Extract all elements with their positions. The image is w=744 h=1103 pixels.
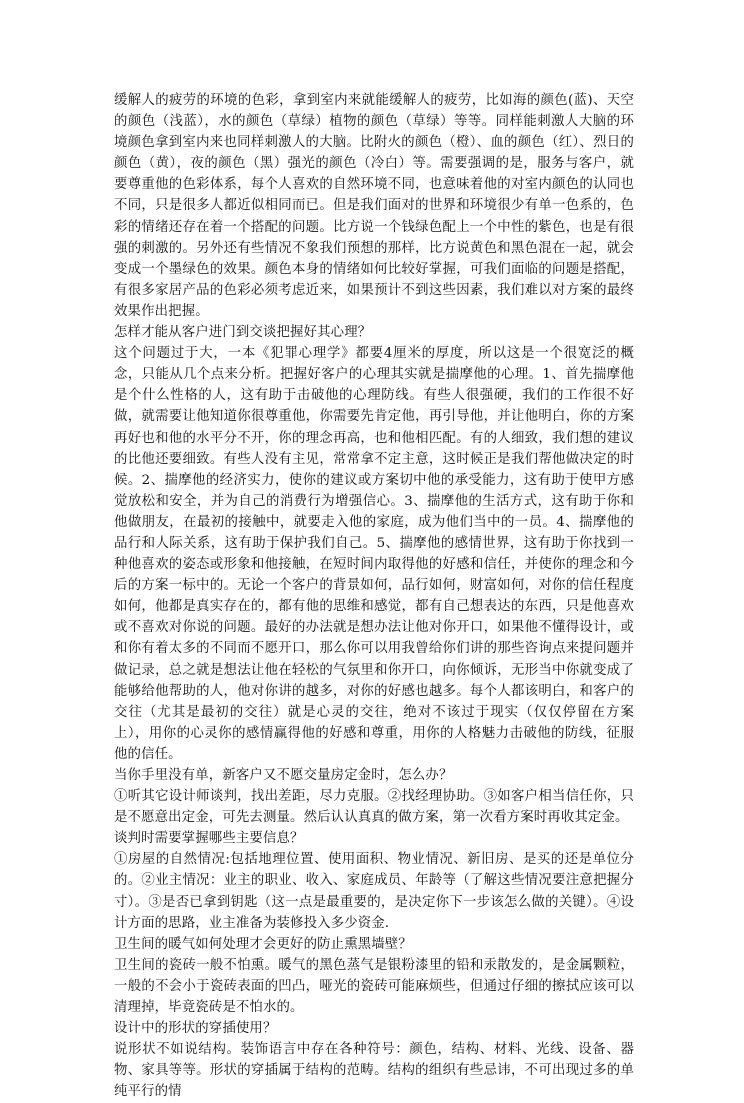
question-heading-no-deposit: 当你手里没有单，新客户又不愿交量房定金时，怎么办？	[114, 768, 453, 783]
customer-psychology-paragraph: 这个问题过于大，一本《犯罪心理学》都要4厘米的厚度，所以这是一个很宽泛的概念，只能从几个点来分析。把握好客户的心理其实就是揣摩他的心理。1、首先揣摩他是个什么性格的人，这有助于击破他的心理防线。有些人很强硬，我们的工作很不好做，就需要让他知道你很尊重他，你需要先肯定他，再引导他，并让他明白，你的方案再好也和他的水平分不开，你的理念再高，也和他相匹配。有的人细致，我们想的建议的比他还要细致。有些人没有主见，常常拿不定主意，这时候正是我们帮他做决定的时候。2、揣摩他的经济实力，使你的建议或方案切中他的承受能力，这有助于使甲方感觉放松和安全，并为自己的消费行为增强信心。3、揣摩他的生活方式，这有助于你和他做朋友，在最初的接触中，就要走入他的家庭，成为他们当中的一员。4、揣摩他的品行和人际关系，这有助于保护我们自己。5、揣摩他的感情世界，这有助于你找到一种他喜欢的姿态或形象和他接触，在短时间内取得他的好感和信任，并使你的理念和今后的方案一标中的。无论一个客户的背景如何，品行如何，财富如何，对你的信任程度如何，他都是真实存在的，都有他的思维和感觉，都有自己想表达的东西，只是他喜欢或不喜欢对你说的问题。最好的办法就是想办法让他对你开口，如果他不懂得设计，或和你有着太多的不同而不愿开口，那么你可以用我曾给你们讲的那些咨询点来提问题并做记录，总之就是想法让他在轻松的气氛里和你开口，向你倾诉，无形当中你就变成了能够给他帮助的人，他对你讲的越多，对你的好感也越多。每个人都该明白，和客户的交往（尤其是最初的交往）就是心灵的交往，绝对不该过于现实（仅仅停留在方案上），用你的心灵你的感情赢得他的好感和尊重，用你的人格魅力击破他的防线，征服他的信任。	[114, 346, 634, 762]
bathroom-heating-paragraph: 卫生间的瓷砖一般不怕熏。暖气的黑色蒸气是银粉漆里的铅和汞散发的，是金属颗粒，一般的不会小于瓷砖表面的凹凸，哑光的瓷砖可能麻烦些，但通过仔细的擦拭应该可以清理掉，毕竟瓷砖是不怕水的。	[114, 957, 634, 1016]
negotiation-info-paragraph: ①房屋的自然情况:包括地理位置、使用面积、物业情况、新旧房、是买的还是单位分的。②业主情况：业主的职业、收入、家庭成员、年龄等（了解这些情况要注意把握分寸）。③是否已拿到钥匙（这一点是最重要的，是决定你下一步该怎么做的关键）。④设计方面的思路，业主准备为装修投入多少资金.	[114, 852, 634, 931]
document-page	[114, 90, 634, 1103]
no-deposit-paragraph: ①听其它设计师谈判，找出差距，尽力克服。②找经理协助。③如客户相当信任你，只是不愿意出定金，可先去测量。然后认认真真的做方案，第一次看方案时再收其定金。	[114, 789, 634, 826]
color-emotion-paragraph: 缓解人的疲劳的环境的色彩，拿到室内来就能缓解人的疲劳，比如海的颜色(蓝)、天空的颜色（浅蓝），水的颜色（草绿）植物的颜色（草绿）等等。同样能刺激人大脑的环境颜色拿到室内来也同样刺激人的大脑。比附火的颜色（橙）、血的颜色（红）、烈日的颜色（黄），夜的颜色（黑）强光的颜色（冷白）等。需要强调的是，服务与客户，就要尊重他的色彩体系，每个人喜欢的自然环境不同，也意味着他的对室内颜色的认同也不同，只是很多人都近似相同而已。但是我们面对的世界和环境很少有单一色系的，色彩的情绪还存在着一个搭配的问题。比方说一个钱绿色配上一个中性的紫色，也是有很强的刺激的。另外还有些情况不象我们预想的那样，比方说黄色和黑色混在一起，就会变成一个墨绿色的效果。颜色本身的情绪如何比较好掌握，可我们面临的问题是搭配，有很多家居产品的色彩必须考虑近来，如果预计不到这些因素，我们难以对方案的最终效果作出把握。	[114, 93, 634, 319]
question-heading-shape-design: 设计中的形状的穿插使用？	[114, 1021, 277, 1037]
question-heading-customer-psychology: 怎样才能从客户进门到交谈把握好其心理？	[114, 325, 372, 341]
question-heading-negotiation-info: 谈判时需要掌握哪些主要信息？	[114, 831, 304, 847]
shape-design-paragraph: 说形状不如说结构。装饰语言中存在各种符号：颜色，结构、材料、光线、设备、器物、家具等等。形状的穿插属于结构的范畴。结构的组织有些忌讳，不可出现过多的单纯平行的情	[114, 1042, 634, 1100]
question-heading-bathroom-heating: 卫生间的暖气如何处理才会更好的防止熏黑墙壁？	[114, 936, 412, 952]
